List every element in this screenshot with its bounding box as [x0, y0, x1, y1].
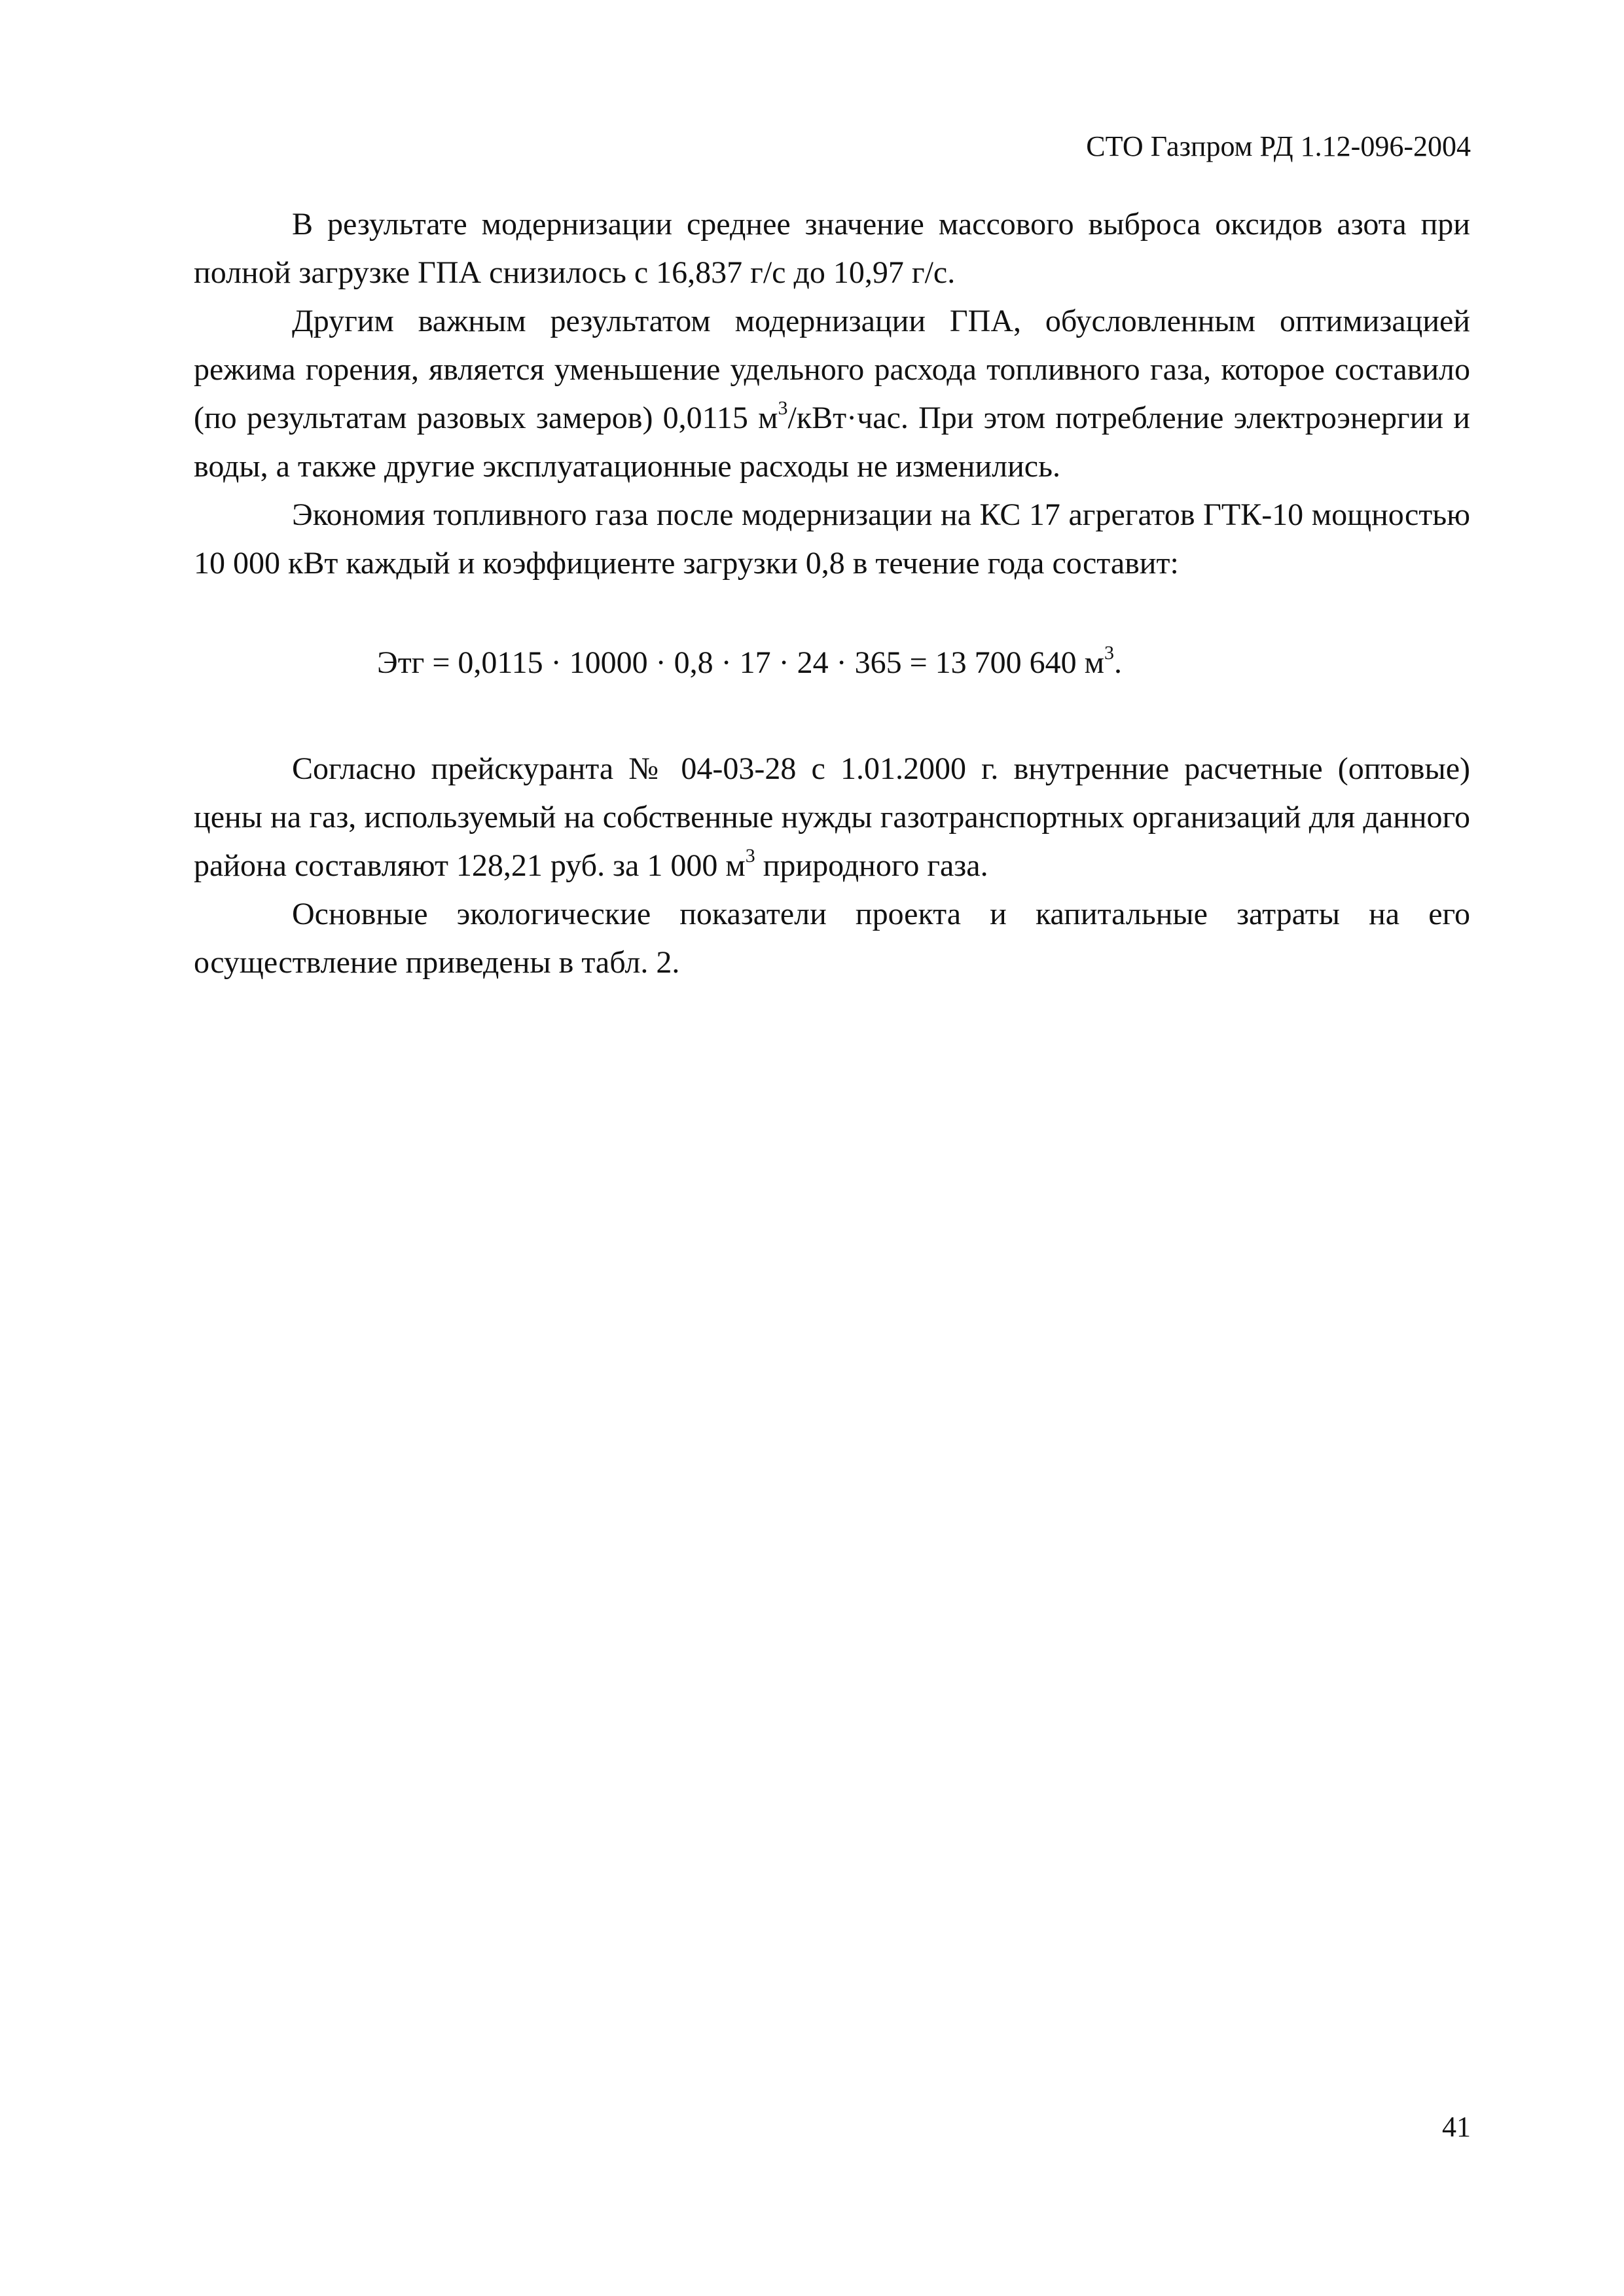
superscript-cubic: 3: [778, 397, 788, 419]
formula-superscript-cubic: 3: [1104, 642, 1115, 664]
paragraph-gas-savings: Экономия топливного газа после модернизации на КС 17 агрегатов ГТК-10 мощностью 10 000 кВт каждый и коэффициенте загрузки 0,8 в течение года составит:: [194, 497, 1470, 581]
document-code-header: СТО Газпром РД 1.12-096-2004: [1086, 130, 1471, 162]
document-body: [194, 200, 1470, 987]
superscript-cubic-price: 3: [745, 845, 755, 867]
formula-terminal-period: .: [1114, 645, 1123, 680]
paragraph-table-reference: Основные экологические показатели проекта и капитальные затраты на его осуществление приведены в табл. 2.: [194, 897, 1470, 980]
gas-savings-formula: [194, 639, 1470, 687]
paragraph-nox-emission: В результате модернизации среднее значение массового выброса оксидов азота при полной загрузке ГПА снизилось с 16,837 г/с до 10,97 г/с.: [194, 207, 1470, 290]
paragraph-fuel-text-part2: /кВт·час. При этом потребление электроэнергии и воды, а также другие эксплуатационные расходы не изменились.: [194, 401, 1470, 484]
page-number: 41: [1442, 2111, 1471, 2143]
paragraph-fuel-text-part1: Другим важным результатом модернизации ГПА, обусловленным оптимизацией режима горения, является уменьшение удельного расхода топливного газа, которое составило (по результатам разовых замеров) 0,0115 м: [194, 304, 1470, 435]
paragraph-gas-price: [194, 745, 1470, 890]
formula-expression: Этг = 0,0115 · 10000 · 0,8 · 17 · 24 · 365 = 13 700 640 м: [377, 645, 1105, 680]
paragraph-price-text-part2: природного газа.: [755, 848, 988, 883]
paragraph-price-text-part1: Согласно прейскуранта № 04-03-28 с 1.01.2000 г. внутренние расчетные (оптовые) цены на газ, используемый на собственные нужды газотранспортных организаций для данного района составляют 128,21 руб. за 1 000 м: [194, 751, 1470, 883]
paragraph-fuel-consumption: [194, 297, 1470, 491]
